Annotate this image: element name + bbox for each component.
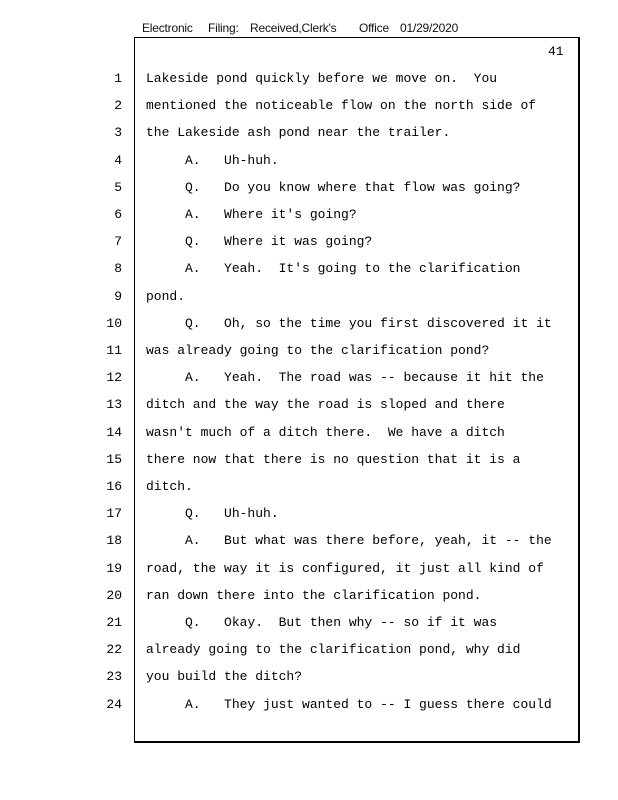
transcript-line: A. Where it's going?	[146, 207, 357, 222]
line-number: 8	[114, 261, 122, 277]
line-number: 18	[106, 533, 122, 549]
line-number: 6	[114, 207, 122, 222]
transcript-line: there now that there is no question that it is a	[146, 451, 521, 467]
line-number: 11	[106, 343, 122, 358]
stamp-filing: Filing:	[208, 21, 239, 35]
line-number: 22	[106, 642, 122, 658]
transcript-line: ditch and the way the road is sloped and there	[146, 397, 505, 413]
line-number: 17	[106, 506, 122, 522]
line-number: 1	[114, 71, 122, 86]
line-number: 15	[106, 451, 122, 467]
transcript-line: A. Yeah. It's going to the clarification	[146, 261, 521, 277]
transcript-line: Q. Okay. But then why -- so if it was	[146, 615, 498, 630]
transcript-line: Q. Where it was going?	[146, 234, 373, 250]
transcript-line: pond.	[146, 288, 186, 304]
stamp-electronic: Electronic	[142, 21, 193, 35]
stamp-received: Received,Clerk's	[250, 21, 337, 35]
line-number: 23	[106, 669, 122, 685]
line-number: 2	[114, 98, 122, 114]
line-number: 21	[106, 615, 122, 630]
transcript-line: ran down there into the clarification pond.	[146, 587, 482, 603]
line-number: 20	[106, 587, 122, 603]
transcript-line: A. Yeah. The road was -- because it hit the	[146, 370, 544, 386]
line-number: 13	[106, 397, 122, 413]
line-number: 14	[106, 424, 122, 440]
transcript-line: you build the ditch?	[146, 669, 303, 685]
transcript-line: Q. Oh, so the time you first discovered it it	[146, 315, 552, 331]
line-number: 16	[106, 479, 122, 494]
stamp-office: Office	[359, 21, 389, 35]
line-number: 4	[114, 152, 122, 168]
transcript-line: Lakeside pond quickly before we move on. You	[146, 71, 498, 86]
transcript-line: already going to the clarification pond, why did	[146, 642, 521, 658]
stamp-date: 01/29/2020	[400, 21, 459, 35]
line-number: 3	[114, 125, 122, 141]
line-number: 24	[106, 696, 122, 712]
transcript-line: Q. Do you know where that flow was going?	[146, 179, 521, 195]
transcript-line: ditch.	[146, 479, 193, 494]
transcript-line: the Lakeside ash pond near the trailer.	[146, 125, 451, 141]
line-number: 12	[106, 370, 122, 386]
line-number: 10	[106, 315, 122, 331]
transcript-line: A. Uh-huh.	[146, 152, 279, 168]
transcript-line: mentioned the noticeable flow on the north side of	[146, 98, 537, 114]
line-number: 7	[114, 234, 122, 250]
transcript-line: Q. Uh-huh.	[146, 506, 279, 522]
transcript-line: A. They just wanted to -- I guess there could	[146, 696, 552, 712]
transcript-line: wasn't much of a ditch there. We have a ditch	[146, 424, 505, 440]
line-number: 19	[106, 560, 122, 576]
transcript-line: was already going to the clarification pond?	[146, 343, 490, 358]
transcript-line: A. But what was there before, yeah, it -- the	[146, 533, 552, 549]
page-number: 41	[548, 44, 564, 59]
transcript-line: road, the way it is configured, it just all kind of	[146, 560, 544, 576]
line-number: 5	[114, 179, 122, 195]
transcript-page-border	[134, 37, 580, 743]
line-number: 9	[114, 288, 122, 304]
